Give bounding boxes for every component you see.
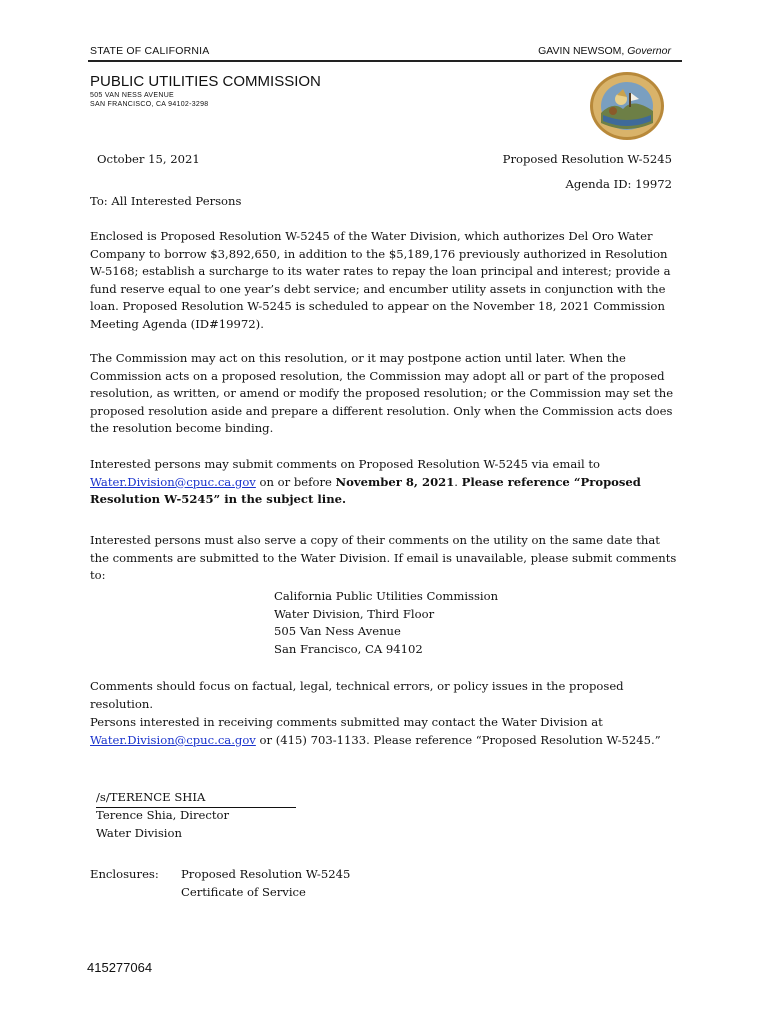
contact-phone-reference: or (415) 703-1133. Please reference “Proposed Resolution W-5245.” (255, 732, 661, 747)
mailing-address-line2: Water Division, Third Floor (274, 606, 435, 621)
letter-date: October 15, 2021 (97, 152, 200, 166)
mailing-address-line1: California Public Utilities Commission (274, 589, 499, 603)
enclosure-item: Proposed Resolution W-5245 (181, 867, 351, 881)
agency-address-line1: 505 VAN NESS AVENUE (90, 92, 175, 99)
mailing-address-line3: 505 Van Ness Avenue (274, 624, 401, 639)
enclosure-item: Certificate of Service (181, 885, 306, 899)
agenda-id: Agenda ID: 19972 (565, 177, 672, 191)
contact-email-link[interactable]: Water.Division@cpuc.ca.gov (90, 732, 256, 747)
agency-address-line2: SAN FRANCISCO, CA 94102-3298 (90, 101, 209, 108)
signature-line (96, 789, 296, 808)
enclosures-label: Enclosures: (90, 867, 159, 881)
contact-intro: Persons interested in receiving comments submitted may contact the Water Division at (90, 715, 603, 729)
comment-intro: Interested persons may submit comments on Proposed Resolution W-5245 via email to (90, 457, 601, 471)
mailing-address-line4: San Francisco, CA 94102 (274, 641, 423, 656)
signature: /s/TERENCE SHIA (96, 789, 296, 808)
mailing-address (274, 588, 498, 658)
governor-heading (538, 45, 671, 57)
water-division-email-link[interactable]: Water.Division@cpuc.ca.gov (90, 474, 256, 489)
document-number: 415277064 (87, 960, 153, 975)
subject-line-instruction: Please reference “Proposed Resolution W-5245” in the subject line. (90, 474, 641, 507)
state-of-california-seal-icon (589, 71, 665, 141)
paragraph-contact (90, 714, 680, 749)
deadline-period: . (454, 474, 462, 489)
governor-title: Governor (627, 45, 671, 57)
state-heading: STATE OF CALIFORNIA (90, 45, 210, 57)
comment-deadline-prefix: on or before (255, 474, 336, 489)
governor-name: GAVIN NEWSOM, (538, 45, 625, 57)
resolution-number: Proposed Resolution W-5245 (502, 152, 672, 166)
paragraph-service: Interested persons must also serve a copy of their comments on the utility on the same date that the comments are submitted to the Water Division. If email is unavailable, please submit comments to: (90, 533, 677, 583)
header-rule (88, 60, 682, 62)
paragraph-commission-action: The Commission may act on this resolution, or it may postpone action until later. When the Commission acts on a proposed resolution, the Commission may adopt all or part of the proposed resolution, as written, or amend or modify the proposed resolution; or the Commission may set the proposed resolution aside and prepare a different resolution. Only when the Commission acts does the resolution become binding. (90, 351, 674, 436)
signer-name-title: Terence Shia, Director (96, 808, 230, 822)
comment-deadline: November 8, 2021 (335, 474, 455, 489)
agency-name: PUBLIC UTILITIES COMMISSION (90, 73, 321, 90)
paragraph-comment-focus: Comments should focus on factual, legal, technical errors, or policy issues in the proposed resolution. (90, 679, 624, 711)
signer-division: Water Division (96, 826, 182, 840)
recipient-line: To: All Interested Persons (90, 194, 242, 208)
paragraph-comment-submission (90, 456, 680, 509)
paragraph-enclosure: Enclosed is Proposed Resolution W-5245 of the Water Division, which authorizes Del Oro Water Company to borrow $3,892,650, in addition to the $5,189,176 previously authorized in Resolution W-5168; establish a surcharge to its water rates to repay the loan principal and interest; provide a fund reserve equal to one year’s debt service; and encumber utility assets in conjunction with the loan. Proposed Resolution W-5245 is scheduled to appear on the November 18, 2021 Commission Meeting Agenda (ID#19972). (90, 229, 671, 331)
